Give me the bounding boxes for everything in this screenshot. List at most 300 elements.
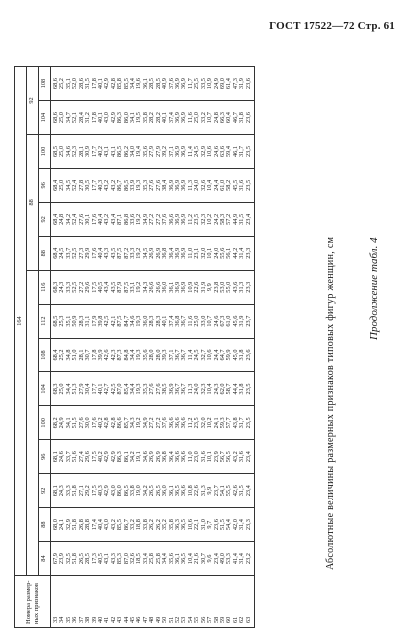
- value-cell: 34,4: [130, 67, 136, 101]
- size-column-header: 92: [39, 474, 51, 508]
- value-cell: 52,4: [72, 168, 78, 202]
- value-cell: 17,7: [92, 372, 98, 406]
- value-cell: 24,8: [59, 202, 65, 236]
- value-cell: 31,8: [239, 101, 245, 135]
- value-cell: 36,7: [181, 338, 187, 372]
- value-cell: 62,0: [220, 372, 226, 406]
- value-cell: 32,5: [66, 542, 72, 576]
- value-cell: 36,1: [169, 270, 175, 304]
- size-column-header: 96: [39, 168, 51, 202]
- value-cell: 87,5: [124, 270, 130, 304]
- value-cell: 24,3: [59, 270, 65, 304]
- value-cell: 17,6: [92, 236, 98, 270]
- value-cell: 34,4: [66, 372, 72, 406]
- rotated-page: [0, 40, 417, 640]
- value-cell: 36,9: [175, 67, 181, 101]
- value-cell: 35,3: [143, 168, 149, 202]
- value-cell: 19,2: [136, 202, 142, 236]
- value-cell: 31,9: [201, 270, 207, 304]
- value-cell: 37,4: [169, 101, 175, 135]
- value-cell: 35,2: [162, 508, 168, 542]
- value-cell: 26,9: [156, 236, 162, 270]
- feature-number: 42: [111, 576, 117, 628]
- value-cell: 26,2: [149, 508, 155, 542]
- value-cell: 36,1: [143, 67, 149, 101]
- value-cell: 23,6: [246, 101, 255, 135]
- value-cell: 24,0: [194, 168, 200, 202]
- feature-number: 41: [104, 576, 110, 628]
- value-cell: 23,5: [194, 406, 200, 440]
- value-cell: 28,0: [149, 338, 155, 372]
- value-cell: 40,2: [98, 406, 104, 440]
- value-cell: 32,9: [66, 508, 72, 542]
- subgroup-header: 92: [27, 67, 39, 135]
- value-cell: 51,8: [72, 508, 78, 542]
- value-cell: 28,3: [149, 304, 155, 338]
- value-cell: 17,6: [92, 406, 98, 440]
- value-cell: 66,3: [220, 101, 226, 135]
- value-cell: 19,3: [136, 168, 142, 202]
- value-cell: 36,6: [169, 406, 175, 440]
- value-cell: 27,6: [79, 202, 85, 236]
- value-cell: 34,5: [66, 168, 72, 202]
- value-cell: 86,5: [124, 474, 130, 508]
- value-cell: 34,1: [130, 101, 136, 135]
- value-cell: 11,4: [188, 338, 194, 372]
- value-cell: 43,2: [233, 440, 239, 474]
- value-cell: 36,9: [181, 236, 187, 270]
- value-cell: 46,1: [233, 135, 239, 169]
- group-164-header: 164: [15, 67, 27, 576]
- value-cell: 10,6: [188, 508, 194, 542]
- value-cell: 36,9: [181, 202, 187, 236]
- value-cell: 61,4: [226, 67, 232, 101]
- value-cell: 37,6: [162, 202, 168, 236]
- value-cell: 35,8: [143, 101, 149, 135]
- value-cell: 17,4: [92, 508, 98, 542]
- value-cell: 87,9: [117, 270, 123, 304]
- value-cell: 68,4: [51, 168, 60, 202]
- value-cell: 23,4: [246, 474, 255, 508]
- value-cell: 19,2: [136, 236, 142, 270]
- page-header: [269, 20, 395, 32]
- value-cell: 32,3: [201, 372, 207, 406]
- value-cell: 31,4: [239, 542, 245, 576]
- value-cell: 42,7: [104, 372, 110, 406]
- value-cell: 36,6: [181, 406, 187, 440]
- value-cell: 27,2: [79, 270, 85, 304]
- value-cell: 36,6: [181, 474, 187, 508]
- value-cell: 41,4: [233, 542, 239, 576]
- value-cell: 52,4: [72, 202, 78, 236]
- value-cell: 36,0: [143, 304, 149, 338]
- value-cell: 43,2: [111, 508, 117, 542]
- value-cell: 45,6: [233, 304, 239, 338]
- value-cell: 59,3: [220, 406, 226, 440]
- value-cell: 31,2: [85, 101, 91, 135]
- value-cell: 40,5: [98, 270, 104, 304]
- value-cell: 36,5: [181, 508, 187, 542]
- value-cell: 52,0: [72, 67, 78, 101]
- value-cell: 86,1: [124, 440, 130, 474]
- value-cell: 17,6: [92, 202, 98, 236]
- value-cell: 32,0: [201, 236, 207, 270]
- value-cell: 87,5: [117, 304, 123, 338]
- value-cell: 24,2: [214, 202, 220, 236]
- value-cell: 39,8: [98, 304, 104, 338]
- value-cell: 85,5: [124, 67, 130, 101]
- value-cell: 26,8: [79, 508, 85, 542]
- feature-number: 47: [143, 576, 149, 628]
- value-cell: 33,1: [130, 270, 136, 304]
- value-cell: 40,4: [98, 508, 104, 542]
- value-cell: 33,3: [66, 270, 72, 304]
- value-cell: 23,5: [194, 202, 200, 236]
- feature-number: 33: [51, 576, 60, 628]
- value-cell: 23,5: [246, 135, 255, 169]
- value-cell: 44,4: [233, 372, 239, 406]
- value-cell: 9,6: [207, 542, 213, 576]
- value-cell: 69,0: [220, 67, 226, 101]
- value-cell: 43,1: [111, 135, 117, 169]
- value-cell: 10,2: [207, 202, 213, 236]
- value-cell: 34,7: [66, 101, 72, 135]
- value-cell: 23,7: [246, 304, 255, 338]
- value-cell: 87,0: [117, 372, 123, 406]
- value-cell: 54,1: [220, 474, 226, 508]
- value-cell: 27,2: [156, 202, 162, 236]
- value-cell: 24,0: [194, 372, 200, 406]
- value-cell: 35,1: [66, 304, 72, 338]
- value-cell: 42,5: [111, 372, 117, 406]
- value-cell: 34,2: [66, 202, 72, 236]
- header-row-level-1: [15, 67, 27, 628]
- value-cell: 34,3: [130, 406, 136, 440]
- value-cell: 68,1: [51, 474, 60, 508]
- value-cell: 18,8: [136, 508, 142, 542]
- value-cell: 31,7: [239, 406, 245, 440]
- value-cell: 36,9: [175, 270, 181, 304]
- value-cell: 36,9: [175, 168, 181, 202]
- value-cell: 19,3: [136, 338, 142, 372]
- value-cell: 24,3: [214, 372, 220, 406]
- value-cell: 25,0: [59, 168, 65, 202]
- value-cell: 40,2: [98, 440, 104, 474]
- value-cell: 34,2: [143, 474, 149, 508]
- value-cell: 23,3: [246, 508, 255, 542]
- value-cell: 36,8: [162, 440, 168, 474]
- value-cell: 28,6: [79, 67, 85, 101]
- value-cell: 25,0: [194, 101, 200, 135]
- value-cell: 35,6: [143, 135, 149, 169]
- value-cell: 17,5: [92, 440, 98, 474]
- value-cell: 22,1: [194, 508, 200, 542]
- value-cell: 25,0: [59, 101, 65, 135]
- value-cell: 61,0: [226, 304, 232, 338]
- size-column-header: 88: [39, 508, 51, 542]
- value-cell: 26,9: [149, 440, 155, 474]
- value-cell: 51,6: [72, 440, 78, 474]
- value-cell: 30,7: [85, 338, 91, 372]
- value-cell: 85,4: [124, 372, 130, 406]
- value-cell: 19,2: [136, 270, 142, 304]
- value-cell: 68,4: [51, 202, 60, 236]
- value-cell: 23,1: [194, 236, 200, 270]
- value-cell: 25,2: [59, 338, 65, 372]
- value-cell: 43,5: [111, 236, 117, 270]
- value-cell: 28,5: [156, 67, 162, 101]
- value-cell: 10,7: [207, 304, 213, 338]
- value-cell: 31,4: [239, 508, 245, 542]
- value-cell: 86,2: [124, 135, 130, 169]
- value-cell: 31,5: [239, 202, 245, 236]
- value-cell: 36,6: [169, 202, 175, 236]
- value-cell: 38,4: [162, 168, 168, 202]
- value-cell: 25,2: [59, 67, 65, 101]
- value-cell: 43,2: [111, 168, 117, 202]
- feature-number: 61: [233, 576, 239, 628]
- value-cell: 32,7: [201, 338, 207, 372]
- value-cell: 43,4: [104, 270, 110, 304]
- value-cell: 51,3: [72, 372, 78, 406]
- value-cell: 29,2: [85, 474, 91, 508]
- value-cell: 34,8: [66, 338, 72, 372]
- value-cell: 68,5: [51, 135, 60, 169]
- value-cell: 23,8: [214, 270, 220, 304]
- value-cell: 40,5: [98, 542, 104, 576]
- value-cell: 33,2: [130, 508, 136, 542]
- value-cell: 24,4: [214, 338, 220, 372]
- value-cell: 36,4: [169, 440, 175, 474]
- value-cell: 23,3: [246, 270, 255, 304]
- value-cell: 36,7: [181, 372, 187, 406]
- value-cell: 86,8: [124, 202, 130, 236]
- value-cell: 17,8: [92, 67, 98, 101]
- feature-number: 56: [201, 576, 207, 628]
- value-cell: 23,6: [246, 67, 255, 101]
- value-cell: 19,2: [136, 406, 142, 440]
- value-cell: 10,1: [207, 440, 213, 474]
- value-cell: 31,6: [239, 440, 245, 474]
- value-cell: 31,5: [85, 67, 91, 101]
- value-cell: 27,6: [79, 406, 85, 440]
- value-cell: 43,0: [104, 101, 110, 135]
- size-column-header: 104: [39, 372, 51, 406]
- value-cell: 11,3: [188, 168, 194, 202]
- value-cell: 28,1: [79, 135, 85, 169]
- value-cell: 28,4: [79, 101, 85, 135]
- value-cell: 32,6: [201, 168, 207, 202]
- value-cell: 43,3: [104, 236, 110, 270]
- value-cell: 87,2: [124, 236, 130, 270]
- value-cell: 68,4: [51, 338, 60, 372]
- value-cell: 43,2: [104, 202, 110, 236]
- value-cell: 10,4: [207, 372, 213, 406]
- value-cell: 45,5: [233, 168, 239, 202]
- value-cell: 49,0: [220, 542, 226, 576]
- value-cell: 87,5: [117, 236, 123, 270]
- value-cell: 23,4: [214, 542, 220, 576]
- value-cell: 10,6: [207, 338, 213, 372]
- value-cell: 34,4: [130, 338, 136, 372]
- value-cell: 24,6: [214, 135, 220, 169]
- value-cell: 10,9: [188, 270, 194, 304]
- size-column-header: 108: [39, 338, 51, 372]
- value-cell: 34,5: [143, 236, 149, 270]
- value-cell: 43,1: [104, 542, 110, 576]
- value-cell: 9,9: [207, 474, 213, 508]
- value-cell: 43,0: [104, 508, 110, 542]
- value-cell: 51,5: [220, 508, 226, 542]
- value-cell: 25,8: [149, 542, 155, 576]
- value-cell: 55,0: [226, 270, 232, 304]
- value-cell: 27,3: [79, 236, 85, 270]
- value-cell: 28,0: [156, 338, 162, 372]
- value-cell: 31,6: [239, 168, 245, 202]
- value-cell: 86,6: [117, 406, 123, 440]
- size-column-header: 112: [39, 304, 51, 338]
- value-cell: 28,5: [149, 67, 155, 101]
- value-cell: 47,3: [233, 67, 239, 101]
- value-cell: 55,5: [226, 474, 232, 508]
- value-cell: 31,8: [239, 372, 245, 406]
- feature-number: 57: [207, 576, 213, 628]
- value-cell: 27,6: [149, 372, 155, 406]
- value-cell: 26,9: [149, 236, 155, 270]
- value-cell: 24,9: [214, 67, 220, 101]
- value-cell: 31,0: [201, 508, 207, 542]
- value-cell: 27,6: [156, 168, 162, 202]
- value-cell: 42,0: [233, 508, 239, 542]
- value-cell: 33,8: [130, 474, 136, 508]
- feature-number: 59: [220, 576, 226, 628]
- value-cell: 40,4: [98, 236, 104, 270]
- value-cell: 33,4: [143, 542, 149, 576]
- value-cell: 51,0: [72, 338, 78, 372]
- value-cell: 42,5: [104, 304, 110, 338]
- value-cell: 68,6: [51, 67, 60, 101]
- value-cell: 17,7: [92, 168, 98, 202]
- value-cell: 17,5: [92, 270, 98, 304]
- value-cell: 30,0: [85, 406, 91, 440]
- feature-number: 50: [162, 576, 168, 628]
- value-cell: 27,1: [79, 474, 85, 508]
- value-cell: 35,8: [169, 508, 175, 542]
- value-cell: 84,8: [124, 338, 130, 372]
- value-cell: 36,0: [162, 270, 168, 304]
- value-cell: 9,9: [207, 270, 213, 304]
- feature-number: 34: [59, 576, 65, 628]
- value-cell: 27,2: [149, 406, 155, 440]
- value-cell: 34,6: [143, 440, 149, 474]
- value-cell: 43,5: [111, 270, 117, 304]
- value-cell: 28,8: [85, 508, 91, 542]
- value-cell: 23,5: [246, 372, 255, 406]
- value-cell: 86,5: [124, 168, 130, 202]
- value-cell: 52,5: [72, 270, 78, 304]
- value-cell: 52,3: [72, 135, 78, 169]
- value-cell: 30,5: [85, 168, 91, 202]
- value-cell: 25,0: [59, 372, 65, 406]
- value-cell: 59,9: [226, 338, 232, 372]
- value-cell: 39,9: [98, 338, 104, 372]
- feature-number: 37: [79, 576, 85, 628]
- value-cell: 50,9: [72, 304, 78, 338]
- value-cell: 24,5: [194, 135, 200, 169]
- value-cell: 31,9: [239, 67, 245, 101]
- value-cell: 36,3: [175, 508, 181, 542]
- value-cell: 11,0: [188, 440, 194, 474]
- feature-number: 39: [92, 576, 98, 628]
- value-cell: 36,9: [175, 101, 181, 135]
- value-cell: 25,5: [194, 67, 200, 101]
- feature-number: 44: [124, 576, 130, 628]
- value-cell: 36,9: [175, 135, 181, 169]
- value-cell: 36,6: [181, 440, 187, 474]
- value-cell: 68,5: [51, 304, 60, 338]
- value-cell: 86,5: [117, 135, 123, 169]
- value-cell: 11,7: [188, 67, 194, 101]
- value-cell: 30,4: [85, 372, 91, 406]
- value-cell: 28,3: [156, 304, 162, 338]
- value-cell: 34,0: [130, 135, 136, 169]
- value-cell: 23,9: [214, 440, 220, 474]
- subgroup-header: 88: [27, 135, 39, 271]
- value-cell: 33,7: [66, 440, 72, 474]
- value-cell: 25,8: [156, 542, 162, 576]
- value-cell: 35,6: [143, 338, 149, 372]
- value-cell: 36,8: [175, 304, 181, 338]
- value-cell: 11,0: [188, 236, 194, 270]
- value-cell: 19,3: [136, 372, 142, 406]
- value-cell: 26,5: [79, 542, 85, 576]
- size-column-header: 84: [39, 542, 51, 576]
- value-cell: 86,0: [117, 474, 123, 508]
- value-cell: 25,0: [194, 304, 200, 338]
- value-cell: 36,9: [169, 168, 175, 202]
- value-cell: 34,9: [143, 202, 149, 236]
- size-column-header: 108: [39, 67, 51, 101]
- table-caption: Абсолютные величины размерных признаков типовых фигур женщин, см: [325, 236, 336, 570]
- value-cell: 10,4: [207, 168, 213, 202]
- value-cell: 37,6: [162, 406, 168, 440]
- value-cell: 33,7: [66, 236, 72, 270]
- value-cell: 11,4: [188, 135, 194, 169]
- value-cell: 42,3: [111, 338, 117, 372]
- value-cell: 34,4: [130, 372, 136, 406]
- value-cell: 26,9: [156, 440, 162, 474]
- value-cell: 33,6: [130, 202, 136, 236]
- value-cell: 42,1: [111, 304, 117, 338]
- value-cell: 10,1: [207, 236, 213, 270]
- value-cell: 40,1: [162, 101, 168, 135]
- value-cell: 36,9: [181, 135, 187, 169]
- value-cell: 23,2: [246, 542, 255, 576]
- value-cell: 27,9: [149, 135, 155, 169]
- value-cell: 24,4: [214, 168, 220, 202]
- value-cell: 23,9: [59, 542, 65, 576]
- value-cell: 19,0: [136, 474, 142, 508]
- value-cell: 37,1: [169, 338, 175, 372]
- size-column-header: 96: [39, 440, 51, 474]
- value-cell: 17,5: [92, 474, 98, 508]
- value-cell: 58,7: [226, 372, 232, 406]
- header-row-level-3: [39, 67, 51, 628]
- value-cell: 63,6: [220, 135, 226, 169]
- value-cell: 45,0: [233, 338, 239, 372]
- value-cell: 31,5: [239, 474, 245, 508]
- value-cell: 53,0: [220, 270, 226, 304]
